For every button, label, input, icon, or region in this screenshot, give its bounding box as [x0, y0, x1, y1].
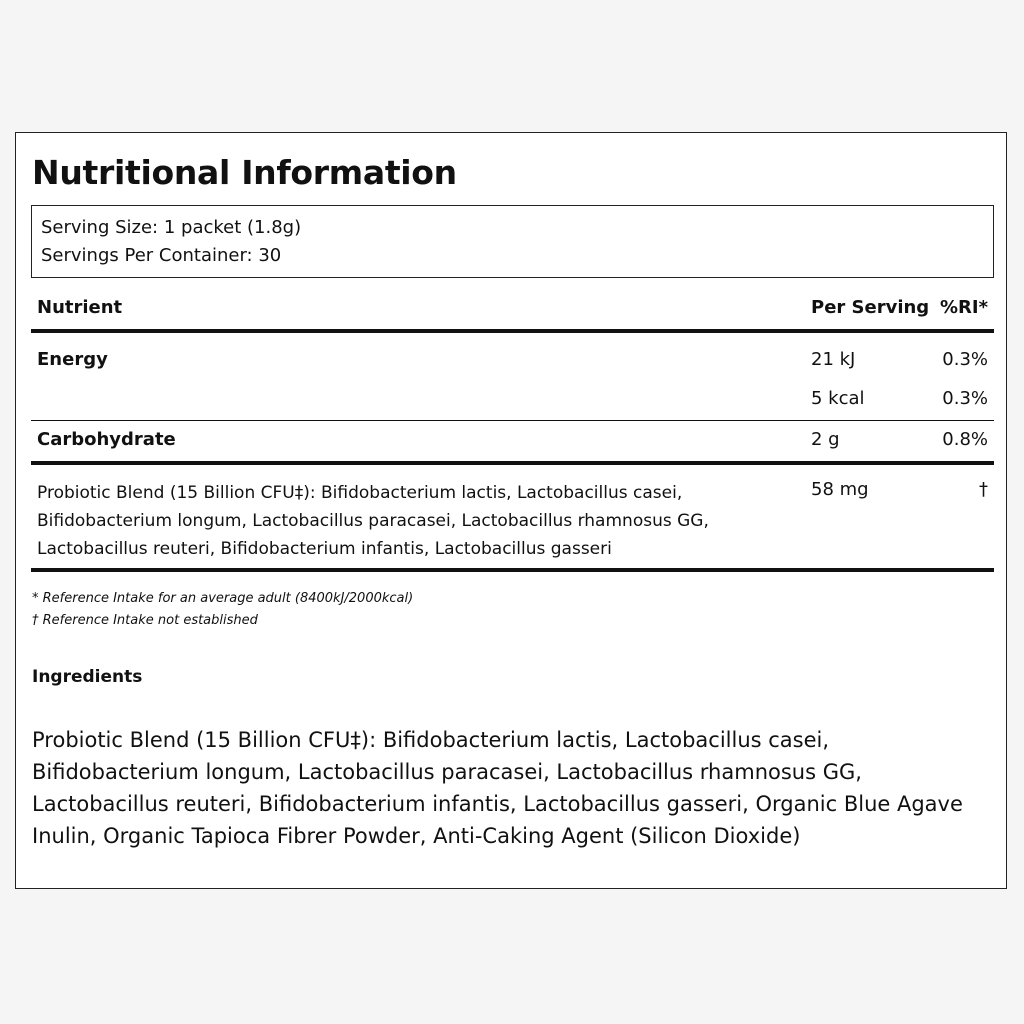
- energy-kcal-ri: 0.3%: [942, 388, 988, 409]
- energy-kj-ri: 0.3%: [942, 349, 988, 370]
- ingredients-text: Probiotic Blend (15 Billion CFU‡): Bifidobacterium lactis, Lactobacillus casei, Bifidobacterium longum, Lactobacillus paracasei, Lactobacillus rhamnosus GG, Lactobacillus reuteri, Bifidobacterium infantis, Lactobacillus gasseri, Organic Blue Agave Inulin, Organic Tapioca Fibrer Powder, Anti-Caking Agent (Silicon Dioxide): [32, 728, 963, 848]
- ingredients-heading: Ingredients: [32, 667, 143, 687]
- probiotic-value: 58 mg: [811, 479, 869, 500]
- probiotic-ri: †: [979, 479, 988, 500]
- table-header-row: [31, 297, 994, 325]
- energy-kj-value: 21 kJ: [811, 349, 856, 370]
- energy-divider: [31, 420, 994, 421]
- header-per-serving: Per Serving: [811, 297, 930, 318]
- servings-per-container: Servings Per Container: 30: [41, 245, 282, 266]
- nutrition-panel: [15, 132, 1007, 889]
- footnote-ri: * Reference Intake for an average adult (8400kJ/2000kcal): [32, 591, 414, 606]
- page-title: Nutritional Information: [32, 153, 457, 192]
- header-nutrient: Nutrient: [37, 297, 123, 318]
- footnote-not-established: † Reference Intake not established: [32, 613, 258, 628]
- header-ri: %RI*: [939, 297, 988, 318]
- carbohydrate-value: 2 g: [811, 429, 840, 450]
- energy-kcal-value: 5 kcal: [811, 388, 865, 409]
- table-row-carbohydrate: [31, 429, 994, 457]
- table-row-energy-kj: [31, 349, 994, 377]
- carbohydrate-divider: [31, 461, 994, 465]
- probiotic-blend-text: Probiotic Blend (15 Billion CFU‡): Bifidobacterium lactis, Lactobacillus casei, Bifidobacterium longum, Lactobacillus paracasei, Lactobacillus rhamnosus GG, Lactobacillus reuteri, Bifidobacterium infantis, Lactobacillus gasseri: [37, 483, 709, 559]
- carbohydrate-ri: 0.8%: [942, 429, 988, 450]
- table-row-energy-kcal: [31, 388, 994, 416]
- energy-label: Energy: [37, 349, 108, 370]
- carbohydrate-label: Carbohydrate: [37, 429, 176, 450]
- serving-size: Serving Size: 1 packet (1.8g): [41, 217, 302, 238]
- serving-info-box: [31, 205, 994, 278]
- table-row-probiotic: [31, 479, 994, 563]
- table-bottom-divider: [31, 568, 994, 572]
- header-divider: [31, 329, 994, 333]
